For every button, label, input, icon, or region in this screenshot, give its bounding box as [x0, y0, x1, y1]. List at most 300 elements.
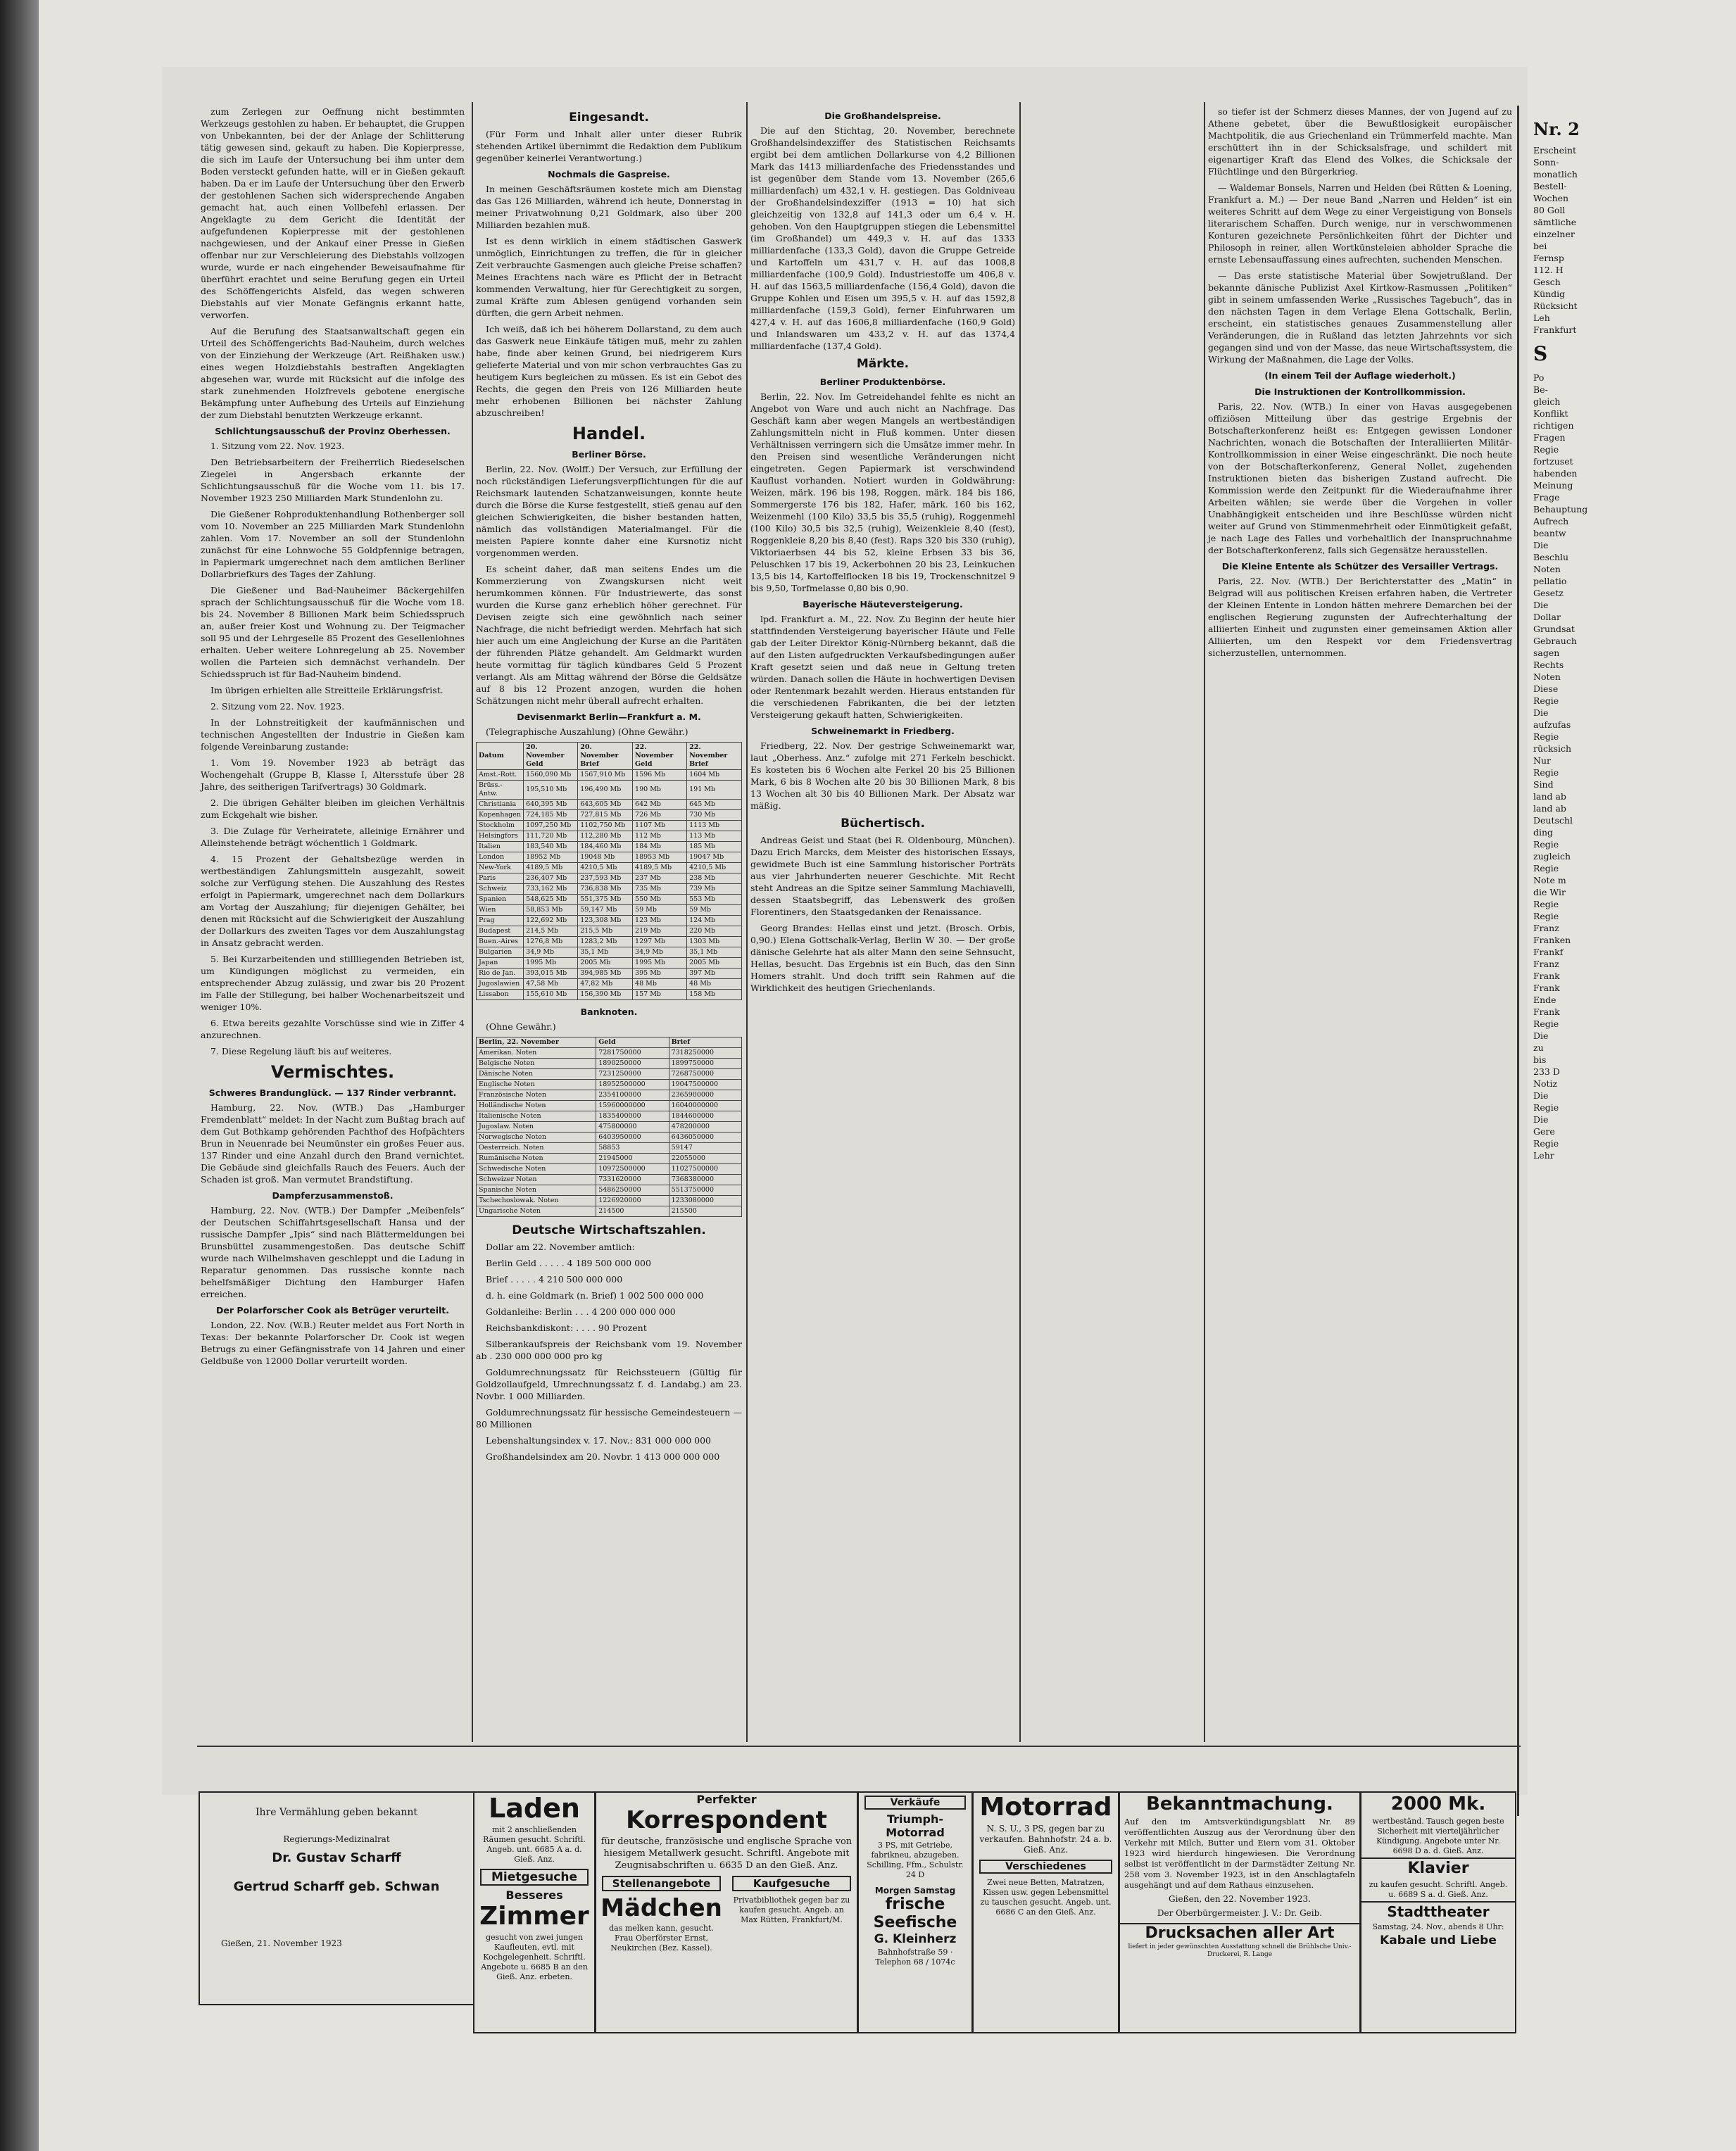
ad-text: Privatbibliothek gegen bar zu kaufen gesucht. Angeb. an Max Rütten, Frankfurt/M.: [733, 1895, 850, 1924]
column-rule: [1204, 102, 1205, 1742]
strip-line: die Wir: [1533, 887, 1566, 897]
article-paragraph: so tiefer ist der Schmerz dieses Mannes, der von Jugend auf zu Athene gebetet, über die Bewußtlosigkeit europäischer Machtpolitik, die aus Griechenland ein Trümmerfeld machte. Man erschüttert ihn in der Schicksalsfrage, und schildert mit eigenartiger Kraft das Elend des Volkes, die Schicksale der Flüchtlinge und den Bürgerkrieg.: [1208, 106, 1512, 177]
table-cell: Paris: [477, 873, 524, 884]
strip-line: Noten: [1533, 564, 1561, 574]
ad-text: mit 2 anschließenden Räumen gesucht. Schriftl. Angeb. unt. 6685 A a. d. Gieß. Anz.: [483, 1825, 586, 1864]
article-heading: Dampferzusammenstoß.: [272, 1190, 394, 1201]
article-heading: Die Instruktionen der Kontrollkommission.: [1254, 386, 1466, 397]
strip-line: aufzufas: [1533, 719, 1571, 730]
ad-2000mk: [1360, 1791, 1516, 2033]
strip-line: sagen: [1533, 648, 1560, 658]
table-cell: 237 Mb: [633, 873, 687, 884]
table-cell: Amerikan. Noten: [477, 1048, 596, 1059]
table-cell: 18952 Mb: [524, 852, 578, 863]
table-header: 22. November Brief: [687, 743, 742, 770]
ad-title: frische Seefische: [873, 1895, 957, 1931]
table-cell: 185 Mb: [687, 842, 742, 852]
table-header: Berlin, 22. November: [477, 1037, 596, 1048]
article-paragraph: 1. Vom 19. November 1923 ab beträgt das Wochengehalt (Gruppe B, Klasse I, Altersstufe über 28 Jahre, des seitherigen Tarifvertrags) 30 Goldmark.: [201, 757, 465, 792]
strip-line: Note m: [1533, 875, 1566, 885]
strip-line: Frank: [1533, 983, 1560, 993]
ad-play: Kabale und Liebe: [1380, 1934, 1497, 1948]
table-cell: 2005 Mb: [578, 958, 633, 969]
article-paragraph: Ist es denn wirklich in einem städtischen Gaswerk unmöglich, Einrichtungen zu treffen, die für in gleicher Zeit verbrauchte Gasmengen auch gleiche Preise schaffen? Meines Erachtens nach wäre es Pflicht der in Betracht kommenden Verwaltung, hier für Gerechtigkeit zu sorgen, zumal Kräfte zum Ablesen genügend vorhanden sein dürften, die gern Arbeit nehmen.: [476, 236, 742, 318]
table-cell: 34,9 Mb: [524, 947, 578, 958]
ad-text: liefert in jeder gewünschten Ausstattung schnell die Brühlsche Univ.-Druckerei, R. Lange: [1128, 1943, 1352, 1958]
table-cell: 642 Mb: [633, 800, 687, 810]
article-paragraph: Es scheint daher, daß man seitens Endes um die Kommerzierung von Zwangskursen nicht weit herumkommen können. Für Industriewerte, das sonst wurden die Kurse ganz erheblich höher gerechnet. Für Devisen zeigte sich eine gewöhnlich nach seiner Nachfrage, die nicht befriedigt werden. Mehrfach hat sich hier auch um eine Angleichung der Kurse an die Paritäten der führenden Plätze gehandelt. Am Geldmarkt wurden heute vormittag für täglich kündbares Geld 5 Prozent verlangt. Als am Mittag während der Börse die Geldsätze auf 8 bis 12 Prozent anzogen, wurden die hohen Schätzungen nicht mehr überall aufrecht erhalten.: [476, 564, 742, 706]
article-paragraph: Brief . . . . . 4 210 500 000 000: [486, 1274, 623, 1285]
article-paragraph: 5. Bei Kurzarbeitenden und stillliegenden Betrieben ist, um Kündigungen möglichst zu vermeiden, ein entsprechender Abzug zulässig, und zwar bis 20 Prozent im Falle der Stillegung, bei halber Wochenarbeitszeit und weniger 10%.: [201, 954, 465, 1012]
article-paragraph: Reichsbankdiskont: . . . . 90 Prozent: [486, 1323, 647, 1333]
ad-category-box: Verkäufe: [864, 1796, 966, 1810]
strip-line: Diese: [1533, 683, 1559, 694]
article-heading: Vermischtes.: [270, 1062, 395, 1082]
ad-title: Drucksachen aller Art: [1120, 1923, 1359, 1942]
table-row: [477, 781, 742, 800]
strip-line: Regie: [1533, 767, 1559, 778]
table-cell: 10972500000: [596, 1164, 669, 1175]
article-paragraph: zum Zerlegen zur Oeffnung nicht bestimmten Werkzeugs gestohlen zu haben. Er behauptet, die Gruppen von Unbekannten, bei der der Anlage der Schlitterung tätig gewesen sind, gekauft zu haben. Die Kopierpresse, die sich im Laufe der Untersuchung bei ihm unter dem Boden versteckt gefunden hatte, will er in Gießen gekauft haben. Da er im Laufe der Untersuchung über den Erwerb der gestohlenen Sachen sich widersprechende Angaben gemacht hat, auch einen Vollbefehl erlassen. Der Angeklagte zu dem Gericht die Identität der aufgefundenen Kopierpresse mit der gestohlenen nachgewiesen, und der Ankauf einer Presse in Gießen offenbar nur zur Verschleierung des Diebstahls vollzogen wurde, wurde er nach eingehender Beweisaufnahme für überführt erachtet und seine Berufung gegen ein Urteil des Schöffengerichts Alsfeld, das wegen schweren Diebstahls auf vier Monate Gefängnis erkannt hatte, verworfen.: [201, 106, 465, 320]
strip-line: Die: [1533, 1030, 1549, 1041]
table-cell: 1303 Mb: [687, 937, 742, 947]
column-4: [1208, 106, 1512, 1742]
table-cell: New-York: [477, 863, 524, 873]
strip-line: Be-: [1533, 384, 1548, 395]
table-cell: 59 Mb: [687, 905, 742, 916]
article-heading: Schweinemarkt in Friedberg.: [811, 726, 955, 736]
table-cell: 22055000: [669, 1154, 741, 1164]
strip-line: Po: [1533, 372, 1545, 383]
table-row: [477, 1048, 742, 1059]
table-cell: Christiania: [477, 800, 524, 810]
table-cell: 15960000000: [596, 1101, 669, 1111]
strip-line: pellatio: [1533, 576, 1567, 586]
article-paragraph: Silberankaufspreis der Reichsbank vom 19. November ab . 230 000 000 000 pro kg: [476, 1339, 742, 1361]
table-cell: 1283,2 Mb: [578, 937, 633, 947]
table-cell: Jugoslawien: [477, 979, 524, 990]
strip-line: Notiz: [1533, 1078, 1558, 1089]
article-paragraph: London, 22. Nov. (W.B.) Reuter meldet aus Fort North in Texas: Der bekannte Polarforscher Dr. Cook ist wegen Betrugs zu einer Gefängnisstrafe von 14 Jahren und einer Geldbuße von 12000 Dollar verurteilt worden.: [201, 1320, 465, 1366]
table-cell: 19047 Mb: [687, 852, 742, 863]
table-cell: 58,853 Mb: [524, 905, 578, 916]
strip-line: Beschlu: [1533, 552, 1569, 562]
table-cell: 158 Mb: [687, 990, 742, 1000]
article-paragraph: Georg Brandes: Hellas einst und jetzt. (Brosch. Orbis, 0,90.) Elena Gottschalk-Verlag, Berlin W 30. — Der große dänische Gelehrte hat als alter Mann den seine Sehnsucht, Hellas, besucht. Das Ergebnis ist ein Buch, das den Sinn Homers strahlt. Und doch trifft sein Rahmen auf die Wirklichkeit des heutigen Griechenlands.: [750, 923, 1015, 993]
strip-line: Gebrauch: [1533, 636, 1577, 646]
table-cell: 19048 Mb: [578, 852, 633, 863]
table-cell: 123,308 Mb: [578, 916, 633, 926]
ad-title: Klavier: [1361, 1857, 1515, 1879]
article-heading: Handel.: [572, 424, 646, 443]
table-cell: 550 Mb: [633, 895, 687, 905]
table-cell: 220 Mb: [687, 926, 742, 937]
table-row: [477, 916, 742, 926]
strip-line: land ab: [1533, 791, 1566, 802]
table-cell: Oesterreich. Noten: [477, 1143, 596, 1154]
table-cell: Belgische Noten: [477, 1059, 596, 1069]
article-paragraph: 4. 15 Prozent der Gehaltsbezüge werden in wertbeständigen Zahlungsmitteln ausgezahlt, soweit solche zur Verfügung stehen. Die Auszahlung des Restes erfolgt in Papiermark, umgerechnet nach dem Dollarkurs am Vortag der Auszahlung; für diejenigen Gehälter, bei denen mit Rücksicht auf die Schwierigkeit der Auszahlung der Dollarkurs des zweiten Tages vor dem Auszahlungstag in Ansatz gebracht werden.: [201, 854, 465, 948]
strip-line: Sonn-: [1533, 157, 1559, 168]
ad-title: 2000 Mk.: [1390, 1793, 1486, 1815]
strip-line: Regie: [1533, 444, 1559, 455]
table-cell: 640,395 Mb: [524, 800, 578, 810]
table-header: 22. November Geld: [633, 743, 687, 770]
table-row: [477, 1069, 742, 1080]
table-cell: 196,490 Mb: [578, 781, 633, 800]
strip-line: Frankf: [1533, 947, 1564, 957]
strip-line: Meinung: [1533, 480, 1573, 491]
table-cell: 548,625 Mb: [524, 895, 578, 905]
column-3: [750, 106, 1015, 1742]
table-cell: 1097,250 Mb: [524, 821, 578, 831]
strip-line: beantw: [1533, 528, 1566, 538]
ad-bekanntmachung: [1119, 1791, 1361, 2033]
table-cell: 5486250000: [596, 1185, 669, 1196]
page-edge-rule: [1517, 106, 1519, 1816]
strip-line: Deutschl: [1533, 815, 1573, 826]
table-cell: 1113 Mb: [687, 821, 742, 831]
strip-line: Regie: [1533, 731, 1559, 742]
column-rule: [472, 102, 473, 1742]
book-binding: [0, 0, 39, 2151]
ad-category-box: Verschiedenes: [979, 1860, 1112, 1874]
table-cell: 18953 Mb: [633, 852, 687, 863]
table-cell: 551,375 Mb: [578, 895, 633, 905]
strip-line: Lehr: [1533, 1150, 1554, 1161]
table-cell: 1995 Mb: [633, 958, 687, 969]
table-cell: Schwedische Noten: [477, 1164, 596, 1175]
article-paragraph: Ich weiß, daß ich bei höherem Dollarstand, zu dem auch das Gaswerk neue Einkäufe tätigen muß, mehr zu zahlen habe, finde aber keinen Grund, bei niedrigerem Kurs gelieferte Material und von mir schon verbrauchtes Gas zu heutigem Kurs begleichen zu müssen. Es ist ein Gebot des Rechts, die gegen den Preis von 126 Milliarden heute mehr erhobenen Billionen bei nächster Zahlung abzuschreiben!: [476, 324, 742, 418]
strip-line: ding: [1533, 827, 1554, 838]
table-cell: Rumänische Noten: [477, 1154, 596, 1164]
table-cell: 2365900000: [669, 1090, 741, 1101]
article-heading: Deutsche Wirtschaftszahlen.: [512, 1223, 706, 1237]
table-cell: Schweizer Noten: [477, 1175, 596, 1185]
article-paragraph: Goldumrechnungssatz für hessische Gemeindesteuern — 80 Millionen: [476, 1407, 742, 1430]
table-cell: 35,1 Mb: [687, 947, 742, 958]
article-paragraph: d. h. eine Goldmark (n. Brief) 1 002 500 000 000: [486, 1290, 704, 1301]
ad-category-box: Stellenangebote: [602, 1876, 721, 1891]
table-cell: 21945000: [596, 1154, 669, 1164]
article-paragraph: Goldanleihe: Berlin . . . 4 200 000 000 000: [486, 1306, 676, 1317]
ad-korrespondent: [595, 1791, 858, 2033]
article-heading: Bayerische Häuteversteigerung.: [803, 599, 963, 610]
article-paragraph: Berlin, 22. Nov. Im Getreidehandel fehlte es nicht an Angebot von Ware und auch nicht an Nachfrage. Das Geschäft kann aber wegen Mangels an wertbeständigen Zahlungsmitteln nicht in Fluß kommen. Unter diesen Verhältnissen verringern sich die Umsätze immer mehr. In den Preisen sind wesentliche Veränderungen nicht eingetreten. Gegen Papiermark ist verschwindend Kauflust vorhanden. Notiert wurden in Goldwährung: Weizen, märk. 196 bis 198, Roggen, märk. 184 bis 186, Sommergerste 176 bis 182, Hafer, märk. 160 bis 162, Weizenmehl (100 Kilo) 33,5 bis 35,5 (ruhig), Roggenmehl (100 Kilo) 30,5 bis 32,5 (ruhig), Weizenkleie 8,40 (fest), Roggenkleie 8,20 bis 8,40 (fest). Raps 320 bis 330 (ruhig), Viktoriaerbsen 44 bis 52, kleine Erbsen 33 bis 36, Peluschken 17 bis 19, Ackerbohnen 20 bis 23, Leinkuchen 13,5 bis 14, Kartoffelflocken 18 bis 19, Trockenschnitzel 9 bis 9,50, Torfmelasse 0,80 bis 0,90.: [750, 391, 1015, 593]
table-cell: 58853: [596, 1143, 669, 1154]
table-header: Datum: [477, 743, 524, 770]
ad-title: Motorrad: [979, 1793, 1112, 1822]
strip-line: Regie: [1533, 911, 1559, 921]
table-cell: 112,280 Mb: [578, 831, 633, 842]
table-row: [477, 947, 742, 958]
table-cell: 736,838 Mb: [578, 884, 633, 895]
ad-signature: Der Oberbürgermeister. J. V.: Dr. Geib.: [1157, 1908, 1323, 1918]
article-paragraph: Hamburg, 22. Nov. (WTB.) Der Dampfer „Meibenfels“ der Deutschen Schiffahrtsgesellschaft Hansa und der russische Dampfer „Ipis“ sind nach Blättermeldungen bei Brunsbüttel zusammengestoßen. Das deutsche Schiff wurde nach Wilhelmshaven geschleppt und die Ladung in Reparatur genommen. Das russische konnte nach behelfsmäßiger Dichtung den Hamburger Hafen erreichen.: [201, 1205, 465, 1299]
table-cell: 478200000: [669, 1122, 741, 1133]
table-cell: 2005 Mb: [687, 958, 742, 969]
ad-text: Auf den im Amtsverkündigungsblatt Nr. 89 veröffentlichten Auszug aus der Verordnung über den Verkehr mit Milch, Butter und Eiern vom 31. Oktober 1923 wird hierdurch hingewiesen. Die Verordnung selbst ist veröffentlicht in der Darmstädter Zeitung Nr. 258 vom 3. November 1923, ist in den Anschlagtafeln ausgehängt und auf dem Rathaus einzusehen.: [1124, 1817, 1355, 1890]
table-cell: 7281750000: [596, 1048, 669, 1059]
table-cell: Italienische Noten: [477, 1111, 596, 1122]
article-paragraph: Auf die Berufung des Staatsanwaltschaft gegen ein Urteil des Schöffengerichts Bad-Nauheim, durch welches von der Einziehung der Werkzeuge (Art. Reißhaken usw.) eines wegen Holzdiebstahls bestraften Angeklagten abgesehen war, wurde mit Rücksicht auf die infolge des stark zunehmenden Holzfrevels gebotene energische Bekämpfung unter Aufhebung des Urteils auf Einziehung der zum Diebstahl benutzten Werkzeuge erkannt.: [201, 326, 465, 420]
table-cell: 475800000: [596, 1122, 669, 1133]
strip-line: Wochen: [1533, 193, 1569, 203]
strip-line: gleich: [1533, 396, 1561, 407]
strip-line: Rechts: [1533, 660, 1564, 670]
table-cell: 1107 Mb: [633, 821, 687, 831]
table-row: [477, 1143, 742, 1154]
article-heading: Banknoten.: [580, 1007, 638, 1017]
strip-line: Kündig: [1533, 289, 1566, 299]
table-cell: 1297 Mb: [633, 937, 687, 947]
table-row: [477, 800, 742, 810]
ad-laden: [473, 1791, 596, 2033]
table-cell: Dänische Noten: [477, 1069, 596, 1080]
table-row: [477, 979, 742, 990]
table-cell: 4189,5 Mb: [633, 863, 687, 873]
ad-subtitle: Besseres: [505, 1888, 563, 1902]
ad-title: Triumph-Motorrad: [886, 1812, 945, 1839]
strip-line: 112. H: [1533, 265, 1564, 275]
table-cell: 6436050000: [669, 1133, 741, 1143]
article-heading: Nochmals die Gaspreise.: [548, 169, 670, 179]
table-cell: 1835400000: [596, 1111, 669, 1122]
article-heading: Die Kleine Entente als Schützer des Versailler Vertrags.: [1221, 561, 1499, 572]
article-heading: Eingesandt.: [569, 111, 649, 125]
table-cell: 214500: [596, 1206, 669, 1217]
table-row: [477, 1122, 742, 1133]
table-cell: Schweiz: [477, 884, 524, 895]
ad-pre: Perfekter: [696, 1793, 757, 1806]
table-row: [477, 1196, 742, 1206]
table-cell: 34,9 Mb: [633, 947, 687, 958]
table-cell: 11027500000: [669, 1164, 741, 1175]
table-cell: 1844600000: [669, 1111, 741, 1122]
ad-title: Laden: [489, 1793, 580, 1824]
strip-line: zu: [1533, 1042, 1544, 1053]
ad-motorrad: [972, 1791, 1119, 2033]
table-cell: Norwegische Noten: [477, 1133, 596, 1143]
strip-line: Regie: [1533, 839, 1559, 850]
table-cell: 19047500000: [669, 1080, 741, 1090]
article-paragraph: 2. Die übrigen Gehälter bleiben im gleichen Verhältnis zum Eckgehalt wie bisher.: [201, 797, 465, 820]
ad-text: für deutsche, französische und englische Sprache von hiesigem Metallwerk gesucht. Schriftl. Angebote mit Zeugnisabschriften u. 6635 D an den Gieß. Anz.: [600, 1836, 853, 1871]
table-cell: 735 Mb: [633, 884, 687, 895]
table-row: [477, 1080, 742, 1090]
table-cell: Buen.-Aires: [477, 937, 524, 947]
strip-line: zugleich: [1533, 851, 1571, 862]
table-cell: 1276,8 Mb: [524, 937, 578, 947]
ad-text: das melken kann, gesucht. Frau Oberförster Ernst, Neukirchen (Bez. Kassel).: [609, 1924, 714, 1953]
table-cell: 1604 Mb: [687, 770, 742, 781]
table-cell: 739 Mb: [687, 884, 742, 895]
table-cell: 4210,5 Mb: [578, 863, 633, 873]
article-paragraph: Die Gießener Rohproduktenhandlung Rothenberger soll vom 10. November an 225 Milliarden Mark Stundenlohn zahlen. Vom 17. November an soll der Stundenlohn zunächst für eine Lohnwoche 55 Goldpfennige betragen, in Papiermark umgerechnet nach dem amtlichen Berliner Dollarbriefkurs des Tages der Zahlung.: [201, 509, 465, 579]
table-cell: 18952500000: [596, 1080, 669, 1090]
table-cell: Stockholm: [477, 821, 524, 831]
ad-text: zu kaufen gesucht. Schriftl. Angeb. u. 6689 S a. d. Gieß. Anz.: [1369, 1880, 1508, 1899]
article-heading: Die Großhandelspreise.: [824, 111, 941, 121]
strip-line: S: [1533, 342, 1548, 365]
ad-pre: Morgen Samstag: [874, 1886, 956, 1895]
strip-line: einzelner: [1533, 229, 1575, 239]
article-heading: Der Polarforscher Cook als Betrüger verurteilt.: [215, 1305, 450, 1316]
ad-category-box: Mietgesuche: [480, 1869, 589, 1886]
article-paragraph: lpd. Frankfurt a. M., 22. Nov. Zu Beginn der heute hier stattfindenden Versteigerung bayerischer Häute und Felle gab der Leiter Direktor König-Nürnberg bekannt, daß die auf den Listen aufgedruckten Verkaufsbedingungen außer Kraft gesetzt seien und daß neue in Geltung treten würden. Danach sollen die Häute in hochwertigen Devisen oder Rentenmark bezahlt werden. Hieraus entstanden für die verschiedenen Fabrikanten, die bei der letzten Versteigerung gekauft hatten, Schwierigkeiten.: [750, 614, 1015, 720]
table-row: [477, 810, 742, 821]
article-paragraph: (Telegraphische Auszahlung) (Ohne Gewähr.): [486, 726, 688, 737]
table-cell: London: [477, 852, 524, 863]
table-cell: 156,390 Mb: [578, 990, 633, 1000]
table-cell: 184 Mb: [633, 842, 687, 852]
table-cell: 1560,090 Mb: [524, 770, 578, 781]
table-cell: 553 Mb: [687, 895, 742, 905]
table-row: [477, 1090, 742, 1101]
wedding-line: Regierungs-Medizinalrat: [283, 1834, 390, 1844]
ad-address: Bahnhofstraße 59 · Telephon 68 / 1074c: [875, 1948, 955, 1967]
table-row: [477, 1175, 742, 1185]
table-cell: Bulgarien: [477, 947, 524, 958]
table-cell: 219 Mb: [633, 926, 687, 937]
wedding-date: Gießen, 21. November 1923: [221, 1938, 342, 1948]
article-paragraph: In meinen Geschäftsräumen kostete mich am Dienstag das Gas 126 Milliarden, während ich heute, Donnerstag in meiner Privatwohnung 0,21 Goldmark, also über 200 Milliarden bezahlen muß.: [476, 184, 742, 230]
banknoten-table: [476, 1037, 742, 1217]
table-cell: 190 Mb: [633, 781, 687, 800]
strip-line: 80 Goll: [1533, 205, 1566, 215]
table-cell: 5513750000: [669, 1185, 741, 1196]
table-cell: 1995 Mb: [524, 958, 578, 969]
ad-date: Gießen, den 22. November 1923.: [1169, 1894, 1311, 1904]
strip-line: Die: [1533, 540, 1549, 550]
table-cell: 59147: [669, 1143, 741, 1154]
column-1: [201, 106, 465, 1742]
table-cell: 184,460 Mb: [578, 842, 633, 852]
table-cell: 394,985 Mb: [578, 969, 633, 979]
strip-line: Konflikt: [1533, 408, 1568, 419]
table-cell: 1567,910 Mb: [578, 770, 633, 781]
strip-line: Franz: [1533, 959, 1559, 969]
table-cell: 7331620000: [596, 1175, 669, 1185]
ad-text: gesucht von zwei jungen Kaufleuten, evtl. mit Kochgelegenheit. Schriftl. Angebote u. 6685 B an den Gieß. Anz. erbeten.: [481, 1933, 588, 1981]
table-cell: Lissabon: [477, 990, 524, 1000]
table-row: [477, 969, 742, 979]
article-paragraph: In der Lohnstreitigkeit der kaufmännischen und technischen Angestellten der Industrie in Gießen kam folgende Vereinbarung zustande:: [201, 717, 465, 752]
strip-line: Regie: [1533, 863, 1559, 873]
table-cell: 155,610 Mb: [524, 990, 578, 1000]
strip-line: habenden: [1533, 468, 1578, 479]
strip-line: Grundsat: [1533, 624, 1575, 634]
strip-line: Dollar: [1533, 612, 1561, 622]
table-row: [477, 1164, 742, 1175]
table-cell: 111,720 Mb: [524, 831, 578, 842]
table-cell: 724,185 Mb: [524, 810, 578, 821]
strip-line: Erscheint: [1533, 145, 1577, 156]
table-row: [477, 863, 742, 873]
table-cell: Amst.-Rott.: [477, 770, 524, 781]
table-cell: 7268750000: [669, 1069, 741, 1080]
table-row: [477, 926, 742, 937]
article-paragraph: Friedberg, 22. Nov. Der gestrige Schweinemarkt war, laut „Oberhess. Anz.“ zufolge mit 271 Ferkeln beschickt. Es kosteten bis 6 Wochen alte Ferkel 20 bis 25 Billionen Mark, 6 bis 8 Wochen alte 20 bis 30 Billionen Mark, 8 bis 13 Wochen alt 30 bis 40 Billionen Mark. Der Absatz war mäßig.: [750, 740, 1015, 811]
table-cell: 215,5 Mb: [578, 926, 633, 937]
table-cell: 35,1 Mb: [578, 947, 633, 958]
table-cell: 1596 Mb: [633, 770, 687, 781]
strip-line: Nur: [1533, 755, 1551, 766]
table-cell: 47,58 Mb: [524, 979, 578, 990]
strip-line: Die: [1533, 1114, 1549, 1125]
table-row: [477, 1133, 742, 1143]
table-cell: 59 Mb: [633, 905, 687, 916]
table-cell: 16040000000: [669, 1101, 741, 1111]
next-page-strip: [1533, 119, 1588, 1816]
table-cell: 730 Mb: [687, 810, 742, 821]
article-paragraph: Den Betriebsarbeitern der Freiherrlich Riedeselschen Ziegelei in Angersbach erkannte der Schlichtungsausschuß für die Woche vom 11. bis 17. November 1923 250 Milliarden Mark Stundenlohn zu.: [201, 457, 465, 503]
table-cell: 1890250000: [596, 1059, 669, 1069]
table-cell: 1226920000: [596, 1196, 669, 1206]
strip-line: Die: [1533, 600, 1549, 610]
table-row: [477, 1059, 742, 1069]
table-cell: Tschechoslowak. Noten: [477, 1196, 596, 1206]
article-paragraph: (Ohne Gewähr.): [486, 1021, 556, 1032]
strip-line: Behauptung: [1533, 504, 1588, 515]
table-cell: 7231250000: [596, 1069, 669, 1080]
table-cell: 157 Mb: [633, 990, 687, 1000]
ads-rule: [197, 1746, 1521, 1747]
article-paragraph: Paris, 22. Nov. (WTB.) Der Berichterstatter des „Matin“ in Belgrad will aus politischen Kreisen erfahren haben, die Vertreter der Kleinen Entente in London hätten mehrere Demarchen bei der englischen Regierung zugunsten der Aufrechterhaltung der alliierten Einheit und zugunsten einer gemeinsamen Aktion aller Alliierten, um den Respekt vor dem Friedensvertrag sicherzustellen, unternommen.: [1208, 576, 1512, 658]
column-rule: [746, 102, 748, 1742]
table-cell: 195,510 Mb: [524, 781, 578, 800]
ad-text: wertbeständ. Tausch gegen beste Sicherheit mit vierteljährlicher Kündigung. Angebote unter Nr. 6698 D a. d. Gieß. Anz.: [1372, 1817, 1504, 1855]
table-cell: 113 Mb: [687, 831, 742, 842]
strip-line: Gesch: [1533, 277, 1561, 287]
table-cell: 214,5 Mb: [524, 926, 578, 937]
table-cell: Brüss.-Antw.: [477, 781, 524, 800]
article-paragraph: Goldumrechnungssatz für Reichssteuern (Gültig für Goldzollaufgeld, Umrechnungssatz f. d. Landabg.) am 23. Novbr. 1 000 Milliarden.: [476, 1367, 742, 1401]
table-cell: Ungarische Noten: [477, 1206, 596, 1217]
article-paragraph: 7. Diese Regelung läuft bis auf weiteres.: [210, 1046, 392, 1056]
strip-line: 233 D: [1533, 1066, 1560, 1077]
article-paragraph: Paris, 22. Nov. (WTB.) In einer von Havas ausgegebenen offiziösen Mitteilung über das gestrige Ergebnis der Botschafterkonferenz heißt es: Entgegen gewissen Londoner Nachrichten, wonach die Botschaften der Interalliierten Militär-Kontrollkommission in einer Weise eingeschränkt. Die noch heute von der Botschafterkonferenz, General Nollet, zugehenden Instruktionen bieten das bisherigen Zustand aufrecht. Die Kommission werde den Zeitpunkt für die Wiederaufnahme ihrer Arbeiten wählen; sie werde über die Vorgehen in voller Unabhängigkeit entscheiden und ihre Beschlüsse würden nicht weiter auf Grund von Stimmenmehrheit oder Einmütigkeit gefaßt, je nach Lage des Falles und vorbehaltlich der Inanspruchnahme der Botschafterkonferenz, falls sich Gegensätze herausstellen.: [1208, 401, 1512, 555]
strip-line: sämtliche: [1533, 217, 1577, 227]
table-row: [477, 1111, 742, 1122]
column-2: [476, 106, 742, 1742]
table-cell: 1899750000: [669, 1059, 741, 1069]
strip-line: Die: [1533, 707, 1549, 718]
table-row: [477, 873, 742, 884]
table-row: [477, 905, 742, 916]
table-cell: 397 Mb: [687, 969, 742, 979]
strip-line: Frank: [1533, 1007, 1560, 1017]
table-cell: 236,407 Mb: [524, 873, 578, 884]
table-header: Geld: [596, 1037, 669, 1048]
table-cell: Spanische Noten: [477, 1185, 596, 1196]
article-heading: Märkte.: [856, 357, 910, 371]
table-cell: Rio de Jan.: [477, 969, 524, 979]
article-paragraph: 6. Etwa bereits gezahlte Vorschüsse sind wie in Ziffer 4 anzurechnen.: [201, 1018, 465, 1040]
table-cell: 4210,5 Mb: [687, 863, 742, 873]
table-cell: 4189,5 Mb: [524, 863, 578, 873]
table-cell: 48 Mb: [633, 979, 687, 990]
table-cell: 122,692 Mb: [524, 916, 578, 926]
ad-title: Bekanntmachung.: [1146, 1793, 1333, 1815]
strip-line: bei: [1533, 241, 1547, 251]
ad-title: Stadttheater: [1361, 1901, 1515, 1921]
article-paragraph: 1. Sitzung vom 22. Nov. 1923.: [210, 441, 345, 451]
strip-line: Regie: [1533, 899, 1559, 909]
table-row: [477, 990, 742, 1000]
table-cell: 2354100000: [596, 1090, 669, 1101]
ad-title: Zimmer: [479, 1902, 589, 1931]
